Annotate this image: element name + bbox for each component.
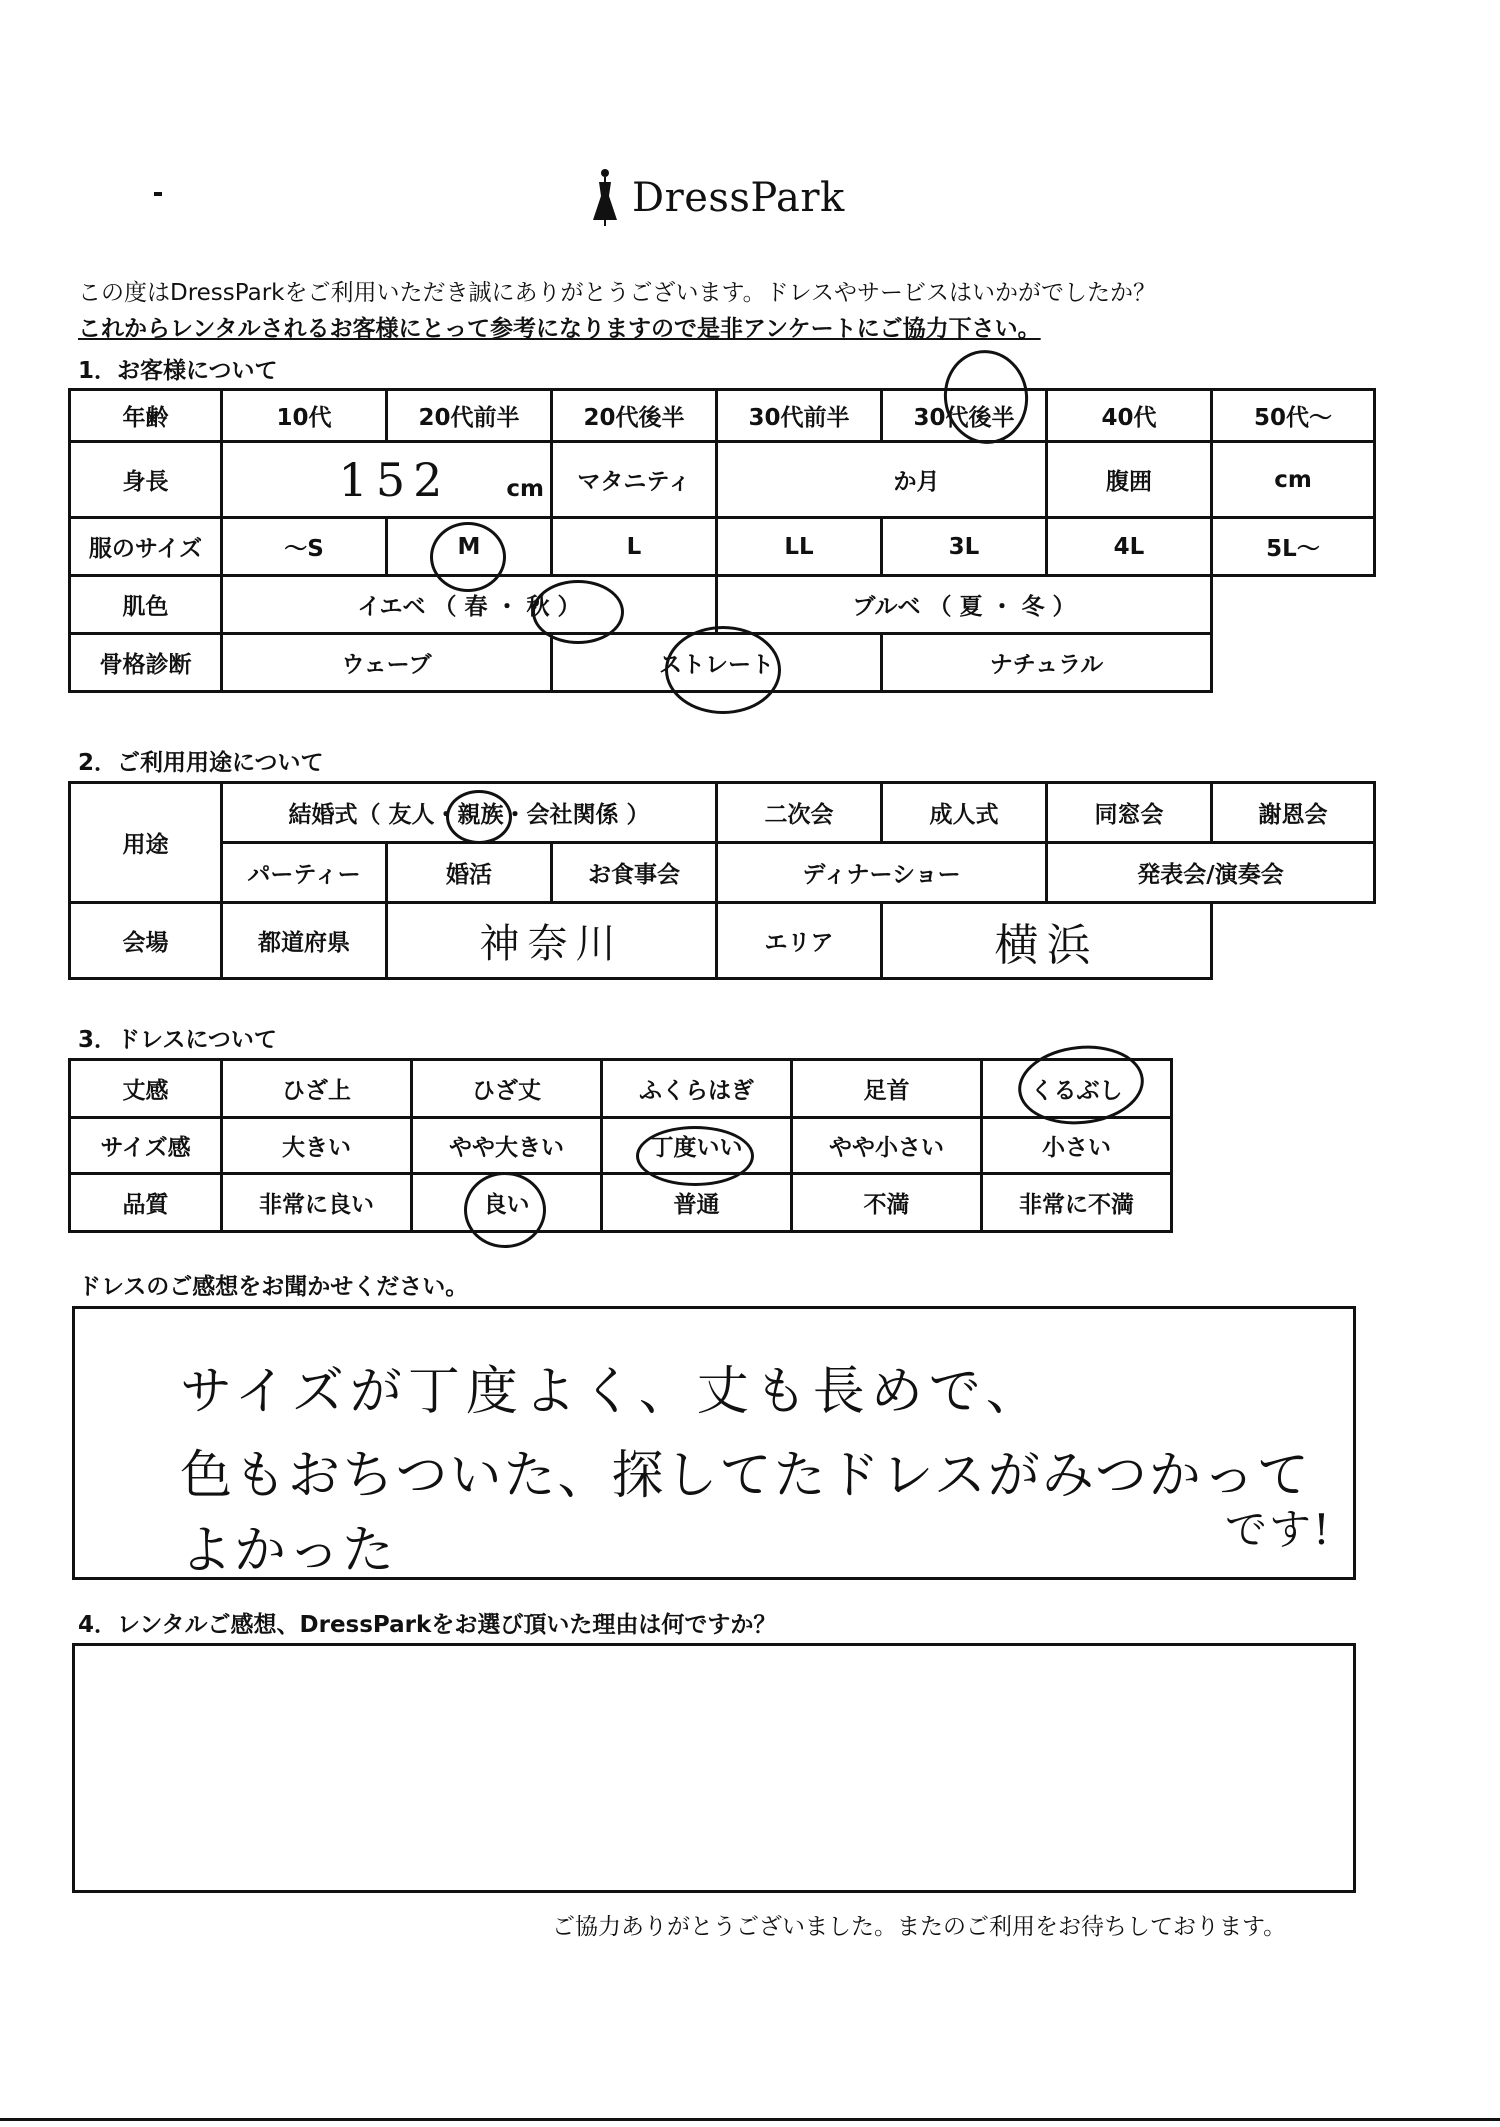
dress-icon: [590, 168, 620, 228]
fit-label: サイズ感: [70, 1118, 222, 1174]
fit-option[interactable]: 大きい: [222, 1118, 412, 1174]
quality-option[interactable]: 非常に不満: [982, 1174, 1172, 1232]
fit-option[interactable]: やや小さい: [792, 1118, 982, 1174]
purpose-label: 用途: [70, 783, 222, 903]
age-label: 年齢: [70, 390, 222, 442]
brand-name: DressPark: [632, 175, 845, 221]
section2-title: 2．ご利用用途について: [78, 750, 324, 776]
venue-label: 会場: [70, 903, 222, 979]
frame-option[interactable]: ナチュラル: [882, 634, 1212, 692]
length-option[interactable]: ふくらはぎ: [602, 1060, 792, 1118]
comment-line: 色もおちついた、探してたドレスがみつかってよかった: [180, 1446, 1311, 1581]
length-option[interactable]: ひざ丈: [412, 1060, 602, 1118]
purpose-option[interactable]: パーティー: [222, 843, 387, 903]
waist-unit: cm: [1274, 466, 1312, 493]
frame-option[interactable]: ウェーブ: [222, 634, 552, 692]
empty-cell: [1212, 903, 1375, 979]
waist-label: 腹囲: [1047, 442, 1212, 518]
age-option[interactable]: 30代前半: [717, 390, 882, 442]
friend-option: 友人: [388, 802, 435, 828]
prefecture-value: 神奈川: [479, 921, 624, 967]
height-label: 身長: [70, 442, 222, 518]
area-value: 横浜: [994, 919, 1099, 971]
company-option: 会社関係: [526, 802, 619, 828]
months-unit: か月: [893, 469, 940, 495]
frame-option-selected[interactable]: ストレート: [552, 634, 882, 692]
summer-option: 夏: [959, 594, 983, 620]
selection-circle: [430, 522, 506, 592]
wedding-label: 結婚式: [288, 802, 358, 828]
quality-option-selected[interactable]: 良い: [412, 1174, 602, 1232]
age-option[interactable]: 10代: [222, 390, 387, 442]
selection-circle: [665, 626, 781, 714]
selection-circle: [532, 580, 624, 644]
empty-cell: [1212, 576, 1375, 634]
quality-option[interactable]: 不満: [792, 1174, 982, 1232]
dress-table: [68, 1058, 1173, 1233]
yellow-base-options[interactable]: イエベ （ 春 ・ 秋 ）: [222, 576, 717, 634]
quality-option[interactable]: 普通: [602, 1174, 792, 1232]
blue-base: ブルベ: [852, 594, 921, 620]
waist-field[interactable]: [1212, 442, 1375, 518]
yellow-base: イエベ: [357, 594, 426, 620]
age-option[interactable]: 40代: [1047, 390, 1212, 442]
footer-thanks: ご協力ありがとうございました。またのご利用をお待ちしております。: [552, 1914, 1287, 1940]
quality-label: 品質: [70, 1174, 222, 1232]
size-option[interactable]: 5L～: [1212, 518, 1375, 576]
length-option-selected[interactable]: くるぶし: [982, 1060, 1172, 1118]
size-option[interactable]: LL: [717, 518, 882, 576]
section4-title: 4．レンタルご感想、DressParkをお選び頂いた理由は何ですか？: [78, 1612, 777, 1638]
spring-option: 春: [464, 594, 488, 620]
quality-option[interactable]: 非常に良い: [222, 1174, 412, 1232]
dress-comment-box[interactable]: [72, 1306, 1356, 1580]
prefecture-label: 都道府県: [222, 903, 387, 979]
selection-circle: [636, 1126, 754, 1186]
purpose-option[interactable]: 成人式: [882, 783, 1047, 843]
family-option-selected: 親族: [457, 802, 504, 828]
maternity-label: マタニティ: [552, 442, 717, 518]
purpose-option[interactable]: 婚活: [387, 843, 552, 903]
rental-comment-box[interactable]: [72, 1643, 1356, 1893]
purpose-option[interactable]: 発表会/演奏会: [1047, 843, 1375, 903]
section1-title: 1．お客様について: [78, 358, 278, 384]
length-option[interactable]: ひざ上: [222, 1060, 412, 1118]
purpose-option[interactable]: ディナーショー: [717, 843, 1047, 903]
age-option[interactable]: 50代～: [1212, 390, 1375, 442]
blue-base-options[interactable]: ブルベ （ 夏 ・ 冬 ）: [717, 576, 1212, 634]
size-option[interactable]: 3L: [882, 518, 1047, 576]
selection-circle: [446, 790, 512, 844]
area-label: エリア: [717, 903, 882, 979]
intro-text: この度はDressParkをご利用いただき誠にありがとうございます。ドレスやサービスはいかがでしたか？: [78, 280, 1156, 306]
height-value: 152: [338, 452, 451, 507]
size-option[interactable]: L: [552, 518, 717, 576]
autumn-option-selected: 秋: [526, 594, 550, 620]
skin-label: 肌色: [70, 576, 222, 634]
height-unit: cm: [506, 475, 544, 502]
section3-title: 3．ドレスについて: [78, 1027, 277, 1053]
age-option[interactable]: 20代後半: [552, 390, 717, 442]
size-option[interactable]: ～S: [222, 518, 387, 576]
purpose-option[interactable]: 二次会: [717, 783, 882, 843]
size-label: 服のサイズ: [70, 518, 222, 576]
comment-line: サイズが丁度よく、丈も長めで、: [180, 1362, 1044, 1422]
empty-cell: [1212, 634, 1375, 692]
fit-option[interactable]: やや大きい: [412, 1118, 602, 1174]
length-option[interactable]: 足首: [792, 1060, 982, 1118]
fit-option[interactable]: 小さい: [982, 1118, 1172, 1174]
size-option[interactable]: 4L: [1047, 518, 1212, 576]
purpose-option[interactable]: 謝恩会: [1212, 783, 1375, 843]
size-option-selected[interactable]: M: [387, 518, 552, 576]
intro-request: これからレンタルされるお客様にとって参考になりますので是非アンケートにご協力下さい。: [78, 316, 1041, 342]
maternity-field[interactable]: [717, 442, 1047, 518]
fit-option-selected[interactable]: 丁度いい: [602, 1118, 792, 1174]
age-option-selected[interactable]: 30代後半: [882, 390, 1047, 442]
age-option[interactable]: 20代前半: [387, 390, 552, 442]
scan-edge-line: [0, 2118, 1500, 2121]
height-field[interactable]: [222, 442, 552, 518]
wedding-option[interactable]: 結婚式（ 友人・親族・会社関係 ）: [222, 783, 717, 843]
selection-circle: [464, 1172, 546, 1248]
area-field[interactable]: [882, 903, 1212, 979]
length-label: 丈感: [70, 1060, 222, 1118]
comment-line: です!: [1225, 1505, 1332, 1554]
scan-speck: [154, 192, 162, 196]
brand-logo: [590, 168, 845, 228]
purpose-table: [68, 781, 1376, 980]
prefecture-field[interactable]: [387, 903, 717, 979]
purpose-option[interactable]: 同窓会: [1047, 783, 1212, 843]
winter-option: 冬: [1021, 594, 1045, 620]
comment-prompt: ドレスのご感想をお聞かせください。: [78, 1274, 469, 1300]
purpose-option[interactable]: お食事会: [552, 843, 717, 903]
frame-label: 骨格診断: [70, 634, 222, 692]
